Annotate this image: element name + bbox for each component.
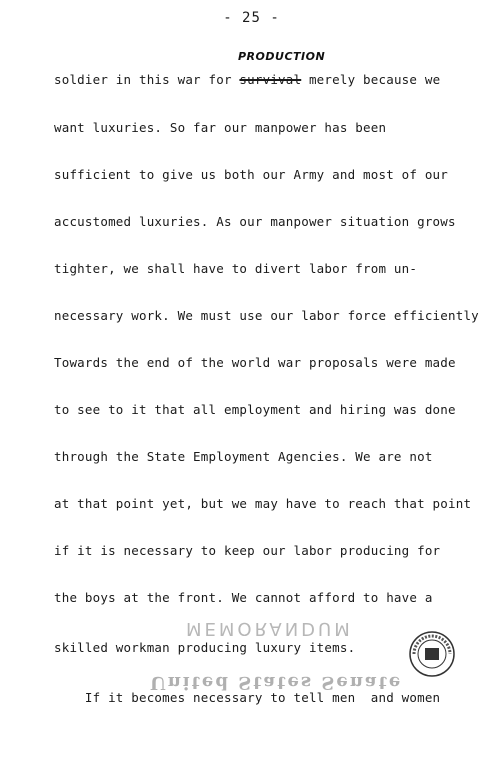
- text-line-7: Towards the end of the world war proposals were made: [54, 355, 456, 370]
- text-line-4: accustomed luxuries. As our manpower situation grows: [54, 214, 456, 229]
- text-line-10: at that point yet, but we may have to reach that point: [54, 496, 472, 511]
- text-line-6: necessary work. We must use our labor force efficiently: [54, 308, 479, 323]
- line-1-before: soldier in this war for: [54, 72, 240, 87]
- bleed-through-memorandum: MEMORANDUM: [186, 618, 353, 639]
- text-line-14: If it becomes necessary to tell men and women: [54, 690, 441, 705]
- page-number: - 25 -: [223, 10, 280, 26]
- text-line-9: through the State Employment Agencies. We are not: [54, 449, 433, 464]
- handwritten-insertion: PRODUCTION: [238, 50, 326, 63]
- text-line-12: the boys at the front. We cannot afford to have a: [54, 590, 433, 605]
- text-line-13: skilled workman producing luxury items.: [54, 640, 356, 655]
- text-line-3: sufficient to give us both our Army and most of our: [54, 167, 449, 182]
- library-seal-stamp: [408, 630, 456, 678]
- text-line-11: if it is necessary to keep our labor producing for: [54, 543, 441, 558]
- line-1-after: merely because we: [301, 72, 441, 87]
- text-line-8: to see to it that all employment and hiring was done: [54, 402, 456, 417]
- text-line-2: want luxuries. So far our manpower has been: [54, 120, 387, 135]
- struck-word: survival: [239, 72, 302, 87]
- bleed-through-senate: United States Senate: [150, 672, 403, 693]
- text-line-5: tighter, we shall have to divert labor from un-: [54, 261, 418, 276]
- text-line-1: [54, 72, 440, 87]
